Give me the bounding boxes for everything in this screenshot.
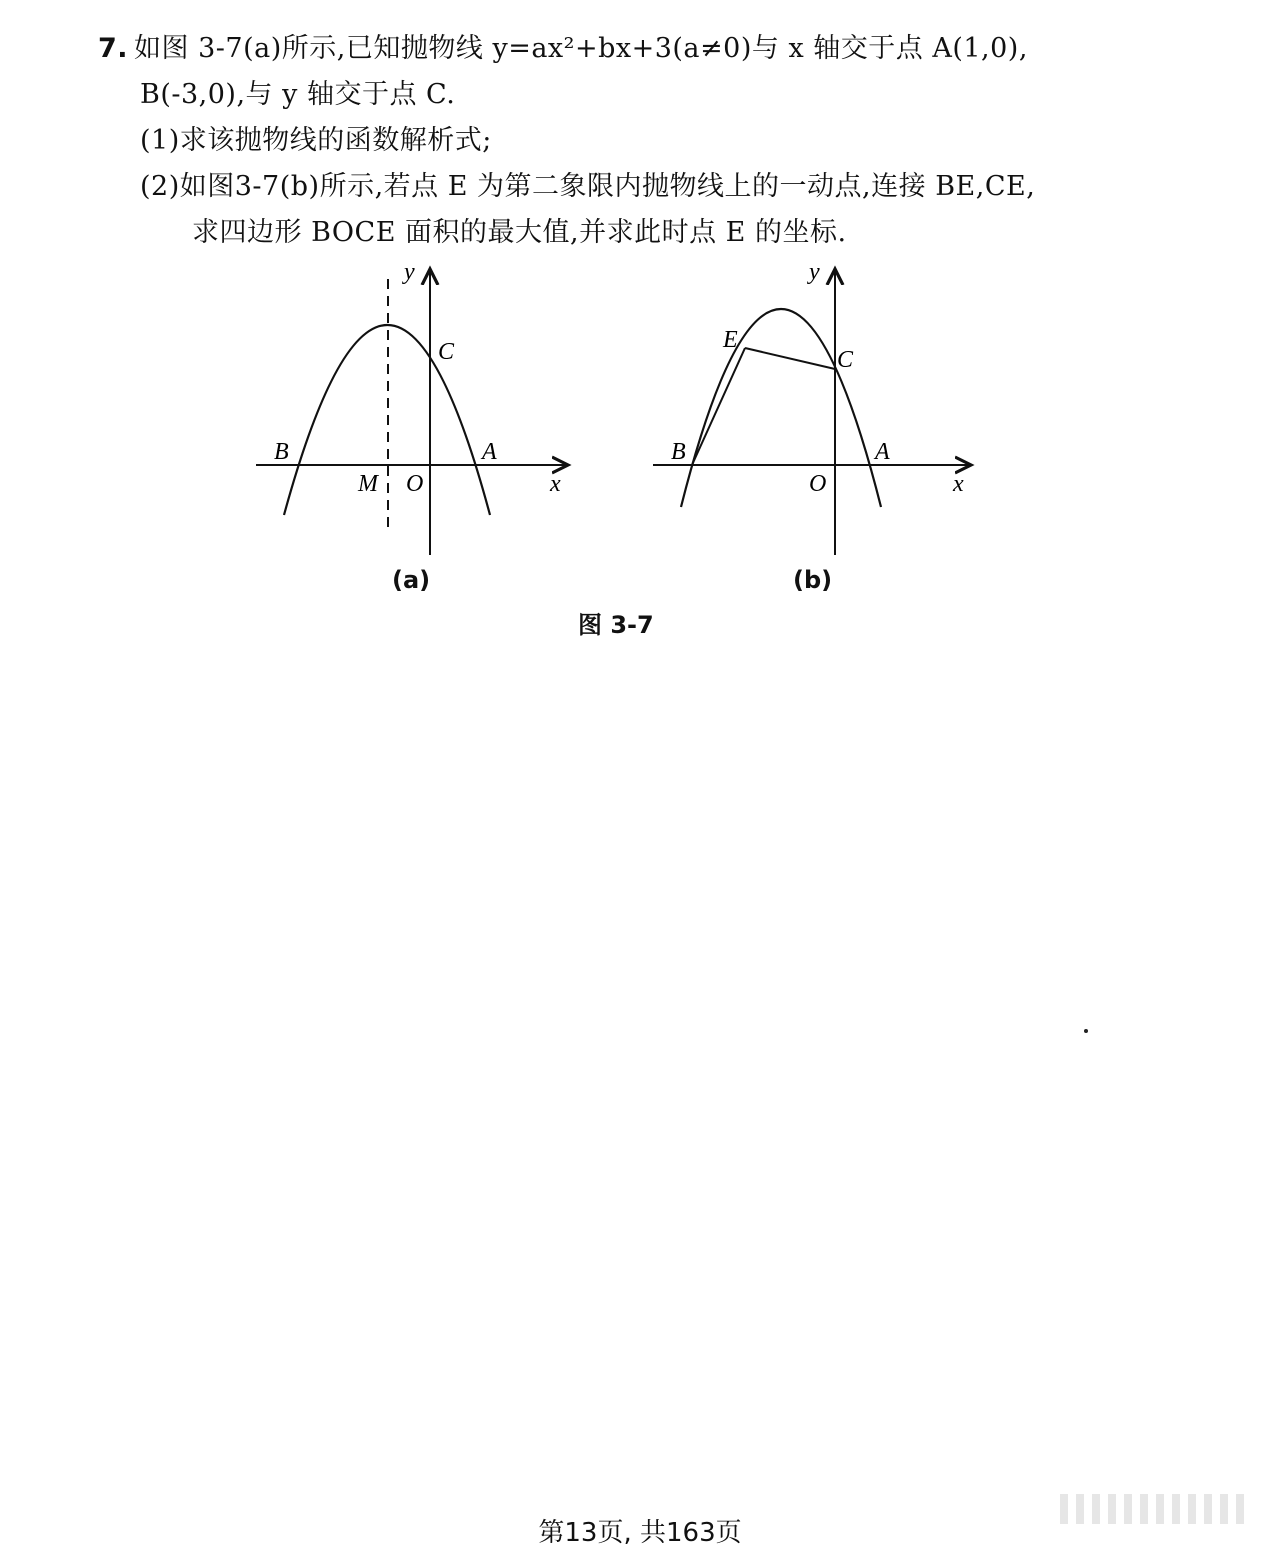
problem-7 <box>98 26 1178 256</box>
segment-BE <box>692 348 745 465</box>
problem-part-1: (1)求该抛物线的函数解析式; <box>140 125 492 156</box>
subfig-a-caption: (a) <box>392 566 431 594</box>
page-footer: 第13页, 共163页 <box>538 1518 742 1548</box>
figure-b <box>645 255 985 565</box>
label-C: C <box>438 339 455 365</box>
label-C: C <box>837 347 854 373</box>
label-B: B <box>671 439 686 465</box>
problem-part-2-line-2: 求四边形 BOCE 面积的最大值,并求此时点 E 的坐标. <box>192 217 847 248</box>
label-B: B <box>274 439 289 465</box>
stray-dot <box>1084 1029 1088 1033</box>
parabola-curve <box>681 309 881 507</box>
label-O: O <box>406 471 424 497</box>
label-A: A <box>482 439 497 465</box>
label-O: O <box>809 471 827 497</box>
problem-part-2-line-1: (2)如图3-7(b)所示,若点 E 为第二象限内抛物线上的一动点,连接 BE,CE, <box>140 171 1036 202</box>
subfig-b-caption: (b) <box>793 566 833 594</box>
label-A: A <box>875 439 890 465</box>
problem-number: 7. <box>98 33 129 64</box>
label-y: y <box>809 259 820 285</box>
label-E: E <box>723 327 738 353</box>
figure-a <box>248 255 588 565</box>
label-x: x <box>550 471 561 497</box>
label-x: x <box>953 471 964 497</box>
segment-CE <box>745 348 835 369</box>
figure-caption: 图 3-7 <box>578 611 654 639</box>
problem-line-2: B(-3,0),与 y 轴交于点 C. <box>140 79 456 110</box>
label-y: y <box>404 259 415 285</box>
problem-line-1 <box>98 26 1178 72</box>
problem-stem-1: 如图 3-7(a)所示,已知抛物线 y=ax²+bx+3(a≠0)与 x 轴交于点 A(1,0), <box>134 33 1028 64</box>
label-M: M <box>358 471 378 497</box>
